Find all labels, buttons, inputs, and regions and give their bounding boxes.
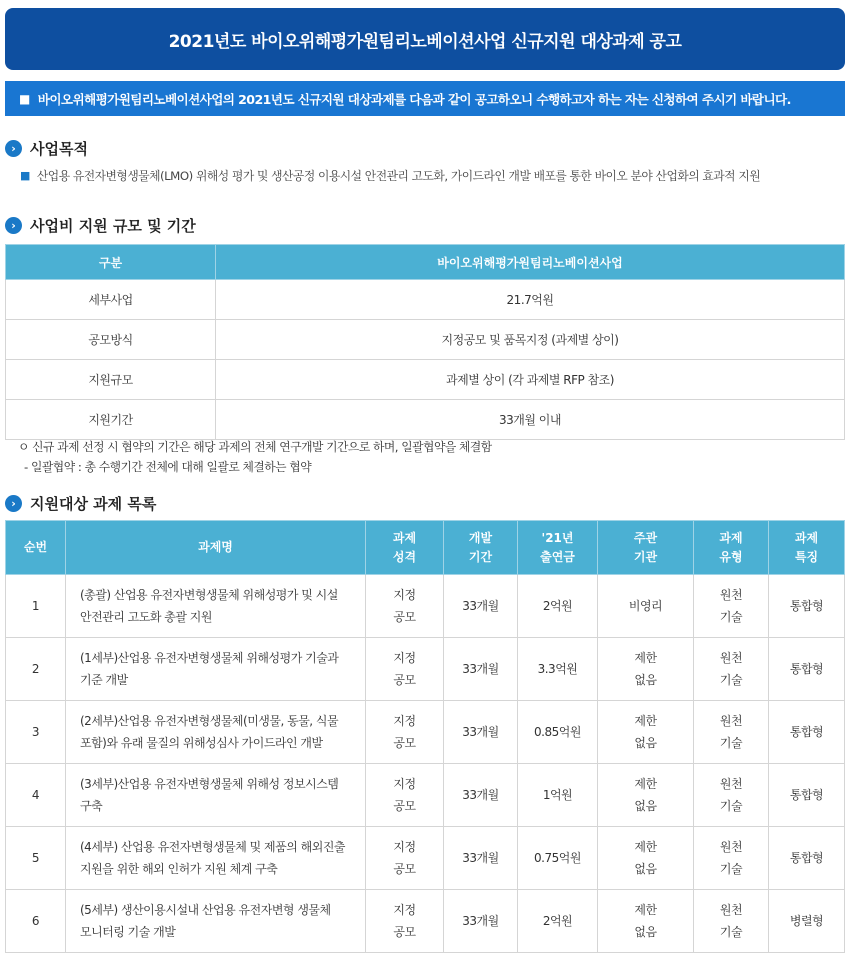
dev-period: 33개월	[444, 827, 518, 890]
funding-2021: 0.85억원	[518, 701, 598, 764]
table-row	[6, 827, 845, 890]
table-row	[6, 575, 845, 638]
row-value: 33개월 이내	[216, 400, 845, 440]
dev-period: 33개월	[444, 701, 518, 764]
project-type: 원천 기술	[694, 890, 769, 953]
funding-2021: 2억원	[518, 575, 598, 638]
project-nature: 지정 공모	[366, 764, 444, 827]
project-name: (4세부) 산업용 유전자변형생물체 및 제품의 해외진출 지원을 위한 해외 인허가 지원 체계 구축	[66, 827, 366, 890]
row-value: 과제별 상이 (각 과제별 RFP 참조)	[216, 360, 845, 400]
row-label: 세부사업	[6, 280, 216, 320]
column-header: 과제 유형	[694, 521, 769, 575]
project-name: (총괄) 산업용 유전자변형생물체 위해성평가 및 시설 안전관리 고도화 총괄 지원	[66, 575, 366, 638]
dev-period: 33개월	[444, 890, 518, 953]
section-purpose-heading	[5, 138, 88, 159]
row-number: 2	[6, 638, 66, 701]
notice-banner	[5, 81, 845, 116]
project-type: 원천 기술	[694, 638, 769, 701]
project-type: 원천 기술	[694, 827, 769, 890]
column-header: 바이오위해평가원팀리노베이션사업	[216, 245, 845, 280]
dev-period: 33개월	[444, 764, 518, 827]
project-type: 원천 기술	[694, 764, 769, 827]
projects-table	[5, 520, 845, 953]
funding-2021: 1억원	[518, 764, 598, 827]
column-header: 주관 기관	[598, 521, 694, 575]
table-row	[6, 764, 845, 827]
project-nature: 지정 공모	[366, 827, 444, 890]
section-title: 사업비 지원 규모 및 기간	[30, 217, 196, 235]
bullet-icon: ■	[19, 91, 30, 106]
bullet-icon: ■	[20, 169, 30, 182]
chevron-right-icon: ›	[5, 217, 22, 234]
project-feature: 병렬형	[769, 890, 845, 953]
project-type: 원천 기술	[694, 575, 769, 638]
lead-institution: 제한 없음	[598, 638, 694, 701]
dev-period: 33개월	[444, 638, 518, 701]
project-feature: 통합형	[769, 701, 845, 764]
project-nature: 지정 공모	[366, 890, 444, 953]
funding-2021: 0.75억원	[518, 827, 598, 890]
row-value: 지정공모 및 품목지정 (과제별 상이)	[216, 320, 845, 360]
funding-2021: 2억원	[518, 890, 598, 953]
purpose-text	[20, 167, 760, 184]
row-value: 21.7억원	[216, 280, 845, 320]
section-title: 사업목적	[30, 140, 88, 158]
lead-institution: 제한 없음	[598, 827, 694, 890]
column-header: 과제명	[66, 521, 366, 575]
column-header: 개발 기간	[444, 521, 518, 575]
column-header: 구분	[6, 245, 216, 280]
funding-2021: 3.3억원	[518, 638, 598, 701]
row-number: 4	[6, 764, 66, 827]
project-nature: 지정 공모	[366, 638, 444, 701]
project-name: (2세부)산업용 유전자변형생물체(미생물, 동물, 식물 포함)와 유래 물질의 위해성심사 가이드라인 개발	[66, 701, 366, 764]
table-row	[6, 360, 845, 400]
table-row	[6, 890, 845, 953]
lead-institution: 제한 없음	[598, 764, 694, 827]
column-header: 순번	[6, 521, 66, 575]
project-nature: 지정 공모	[366, 701, 444, 764]
project-feature: 통합형	[769, 764, 845, 827]
project-type: 원천 기술	[694, 701, 769, 764]
table-row	[6, 701, 845, 764]
row-number: 5	[6, 827, 66, 890]
table-row	[6, 400, 845, 440]
column-header: 과제 특징	[769, 521, 845, 575]
purpose-description: 산업용 유전자변형생물체(LMO) 위해성 평가 및 생산공정 이용시설 안전관리 고도화, 가이드라인 개발 배포를 통한 바이오 분야 산업화의 효과적 지원	[36, 169, 761, 183]
chevron-right-icon: ›	[5, 495, 22, 512]
table-row	[6, 280, 845, 320]
table-header-row	[6, 245, 845, 280]
notice-text: 바이오위해평가원팀리노베이션사업의 2021년도 신규지원 대상과제를 다음과 같이 공고하오니 수행하고자 하는 자는 신청하여 주시기 바랍니다.	[37, 92, 791, 107]
dev-period: 33개월	[444, 575, 518, 638]
table-row	[6, 638, 845, 701]
row-number: 3	[6, 701, 66, 764]
lead-institution: 제한 없음	[598, 890, 694, 953]
budget-table	[5, 244, 845, 440]
row-number: 1	[6, 575, 66, 638]
section-title: 지원대상 과제 목록	[30, 495, 157, 513]
row-label: 지원규모	[6, 360, 216, 400]
table-row	[6, 320, 845, 360]
project-name: (5세부) 생산이용시설내 산업용 유전자변형 생물체 모니터링 기술 개발	[66, 890, 366, 953]
lead-institution: 비영리	[598, 575, 694, 638]
table-header-row	[6, 521, 845, 575]
project-feature: 통합형	[769, 638, 845, 701]
row-number: 6	[6, 890, 66, 953]
column-header: 과제 성격	[366, 521, 444, 575]
page-title: 2021년도 바이오위해평가원팀리노베이션사업 신규지원 대상과제 공고	[5, 8, 845, 70]
row-label: 지원기간	[6, 400, 216, 440]
column-header: '21년 출연금	[518, 521, 598, 575]
project-nature: 지정 공모	[366, 575, 444, 638]
lead-institution: 제한 없음	[598, 701, 694, 764]
section-projects-heading	[5, 493, 156, 514]
project-name: (3세부)산업용 유전자변형생물체 위해성 정보시스템 구축	[66, 764, 366, 827]
section-budget-heading	[5, 215, 196, 236]
agreement-subnote: - 일괄협약 : 총 수행기간 전체에 대해 일괄로 체결하는 협약	[24, 460, 312, 474]
project-name: (1세부)산업용 유전자변형생물체 위해성평가 기술과 기준 개발	[66, 638, 366, 701]
project-feature: 통합형	[769, 827, 845, 890]
row-label: 공모방식	[6, 320, 216, 360]
project-feature: 통합형	[769, 575, 845, 638]
chevron-right-icon: ›	[5, 140, 22, 157]
agreement-note: ㅇ 신규 과제 선정 시 협약의 기간은 해당 과제의 전체 연구개발 기간으로 하며, 일괄협약을 체결함	[18, 440, 492, 454]
